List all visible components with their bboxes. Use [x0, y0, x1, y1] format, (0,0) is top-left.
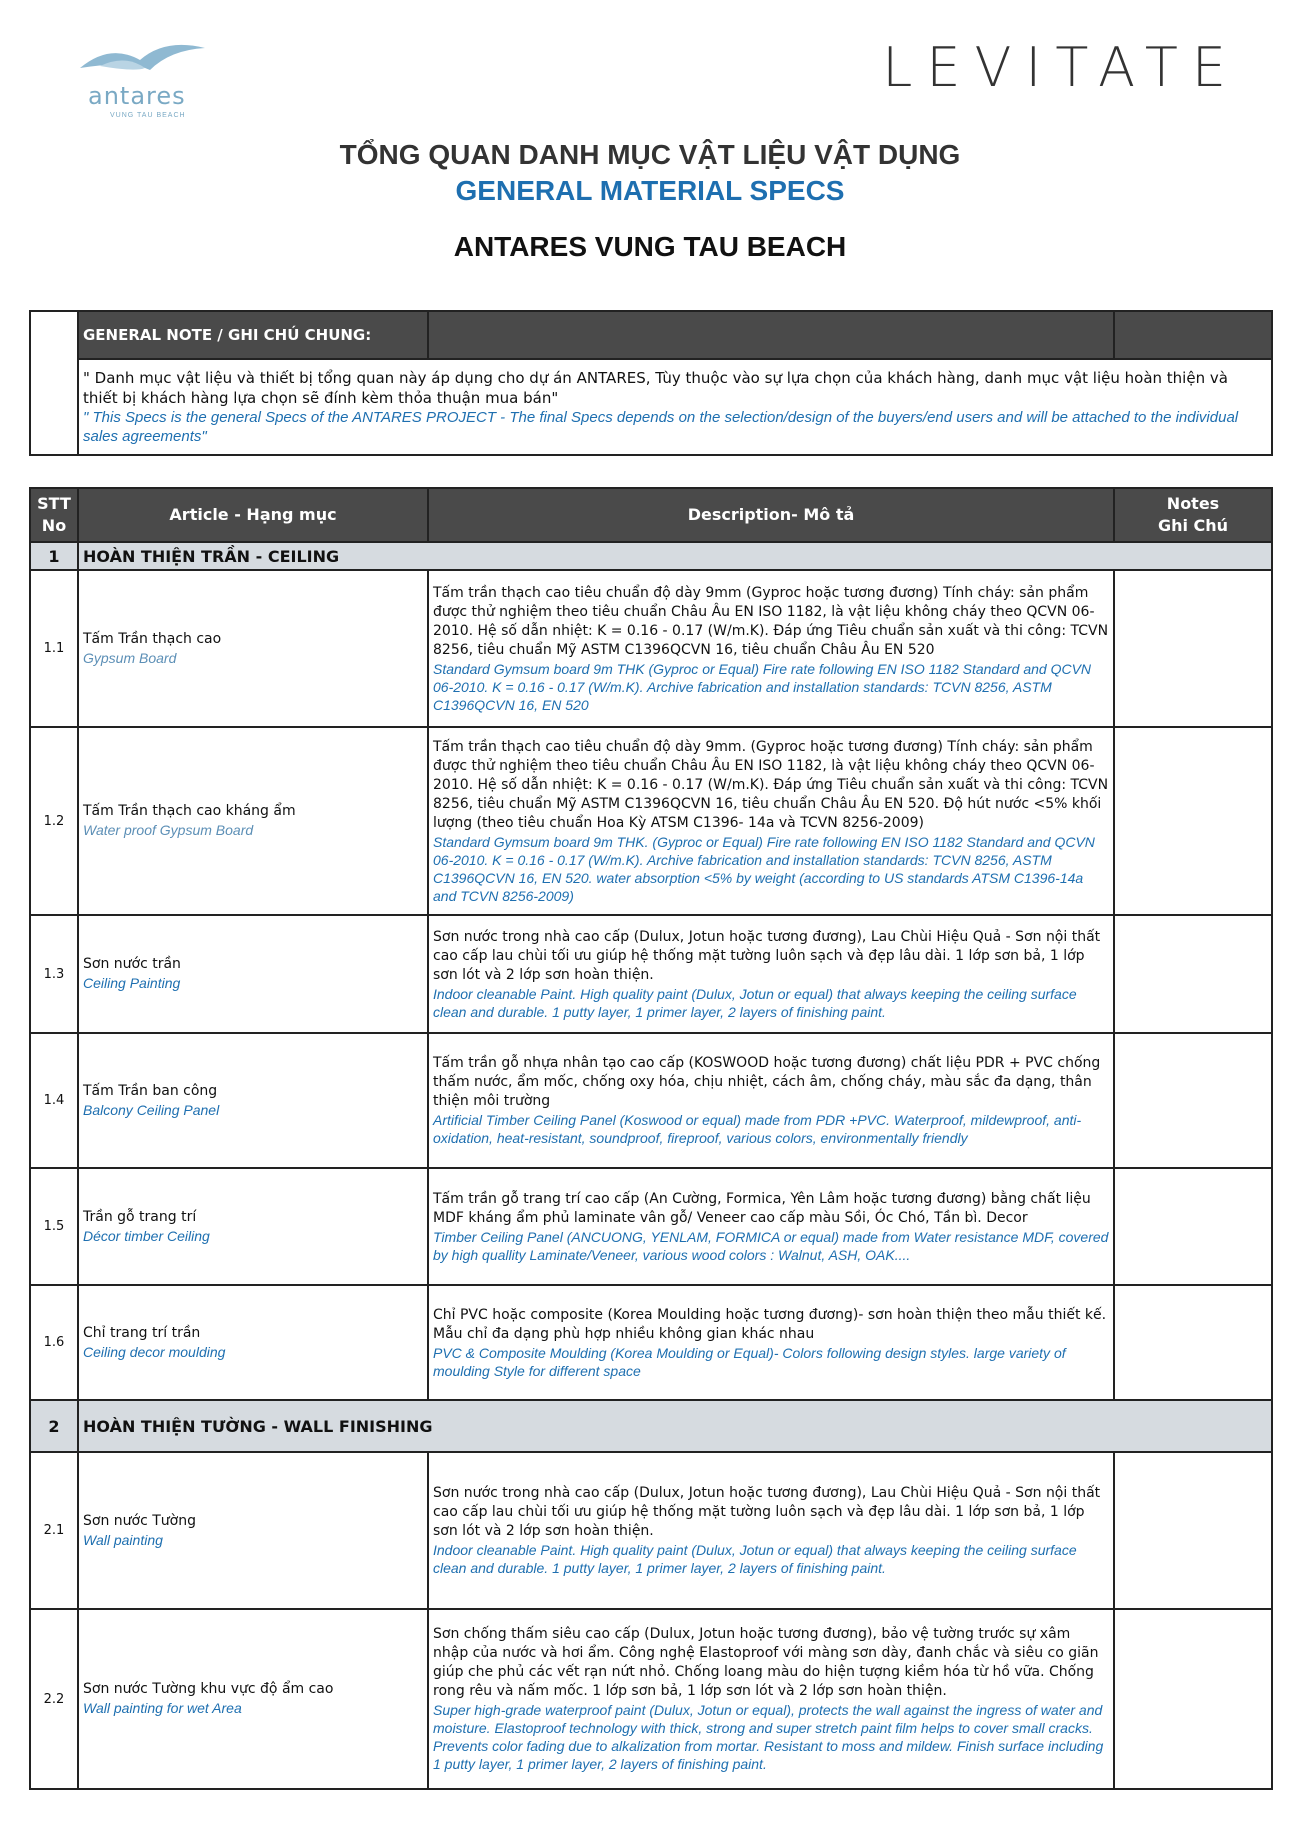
item-description-vn: Sơn nước trong nhà cao cấp (Dulux, Jotun hoặc tương đương), Lau Chùi Hiệu Quả - Sơn nội thất cao cấp lau chùi tối ưu giúp hệ thống mặt tường luôn sạch và đẹp lâu dài. 1 lớp sơn bả, 1 lớp sơn lót và 2 lớp sơn hoàn thiện.	[433, 1485, 1101, 1539]
item-number: 1.4	[30, 1033, 78, 1168]
table-row	[30, 727, 1272, 915]
item-article-vn: Chỉ trang trí trần	[83, 1324, 201, 1341]
item-description-en: Standard Gymsum board 9m THK (Gyproc or Equal) Fire rate following EN ISO 1182 Standard and QCVN 06-2010. K = 0.16 - 0.17 (W/m.K). Archive fabrication and installation standards: TCVN 8256, ASTM C1396QCVN 16, EN 520	[433, 660, 1092, 713]
item-article	[78, 915, 428, 1033]
item-description-vn: Sơn nước trong nhà cao cấp (Dulux, Jotun hoặc tương đương), Lau Chùi Hiệu Quả - Sơn nội thất cao cấp lau chùi tối ưu giúp hệ thống mặt tường luôn sạch và đẹp lâu dài. 1 lớp sơn bả, 1 lớp sơn lót và 2 lớp sơn hoàn thiện.	[433, 928, 1101, 983]
item-description-vn: Sơn chống thấm siêu cao cấp (Dulux, Jotun hoặc tương đương), bảo vệ tường trước sự xâm nhập của nước và hơi ẩm. Công nghệ Elastoproof với màng sơn dày, đanh chắc và siêu co giãn giúp che phủ các vết rạn nứt nhỏ. Chống loang màu do hiện tượng kiềm hóa từ hồ vữa. Chống rong rêu và nấm mốc. 1 lớp sơn bả, 1 lớp sơn lót và 2 lớp sơn hoàn thiện.	[433, 1626, 1099, 1699]
item-article-vn: Trần gỗ trang trí	[83, 1208, 197, 1225]
item-article-vn: Tấm Trần thạch cao	[83, 630, 222, 647]
section-number: 1	[30, 542, 78, 570]
item-description-en: Indoor cleanable Paint. High quality paint (Dulux, Jotun or equal) that always keeping the ceiling surface clean and durable. 1 putty layer, 1 primer layer, 2 layers of finishing paint.	[433, 985, 1077, 1020]
item-description	[428, 1609, 1114, 1789]
item-description	[428, 1033, 1114, 1168]
section-title: HOÀN THIỆN TRẦN - CEILING	[78, 542, 1272, 570]
item-article-en: Gypsum Board	[83, 649, 177, 666]
item-article-vn: Sơn nước trần	[83, 956, 181, 972]
item-article	[78, 727, 428, 915]
note-heading-spacer	[1114, 311, 1272, 359]
item-article	[78, 1168, 428, 1285]
table-row	[30, 570, 1272, 727]
title-vietnamese: TỔNG QUAN DANH MỤC VẬT LIỆU VẬT DỤNG	[339, 139, 961, 170]
item-article-vn: Tấm Trần thạch cao kháng ẩm	[83, 803, 296, 819]
section-row	[30, 542, 1272, 570]
item-description	[428, 570, 1114, 727]
antares-logo	[70, 38, 220, 118]
column-header-notes	[1114, 488, 1272, 542]
item-article-en: Wall painting for wet Area	[83, 1700, 242, 1716]
item-article-en: Décor timber Ceiling	[83, 1227, 210, 1244]
item-description-en: Indoor cleanable Paint. High quality paint (Dulux, Jotun or equal) that always keeping the ceiling surface clean and durable. 1 putty layer, 1 primer layer, 2 layers of finishing paint.	[433, 1542, 1077, 1576]
note-blank-cell	[30, 311, 78, 455]
item-article-en: Ceiling decor moulding	[83, 1343, 226, 1360]
item-description	[428, 1168, 1114, 1285]
item-notes	[1114, 570, 1272, 727]
item-notes	[1114, 1033, 1272, 1168]
item-description	[428, 915, 1114, 1033]
item-notes	[1114, 727, 1272, 915]
item-description-en: Artificial Timber Ceiling Panel (Koswood or equal) made from PDR +PVC. Waterproof, mildewproof, anti-oxidation, heat-resistant, soundproof, fireproof, various colors, environmentally friendly	[433, 1112, 1082, 1146]
item-description-en: Standard Gymsum board 9m THK. (Gyproc or Equal) Fire rate following EN ISO 1182 Standard and QCVN 06-2010. K = 0.16 - 0.17 (W/m.K). Archive fabrication and installation standards: TCVN 8256, ASTM C1396QCVN 16, EN 520. water absorption <5% by weight (according to US standards ATSM C1396-14a and TCVN 8256-2009)	[433, 833, 1095, 904]
item-article	[78, 1452, 428, 1609]
item-notes	[1114, 1609, 1272, 1789]
item-notes	[1114, 1285, 1272, 1400]
item-description	[428, 1285, 1114, 1400]
column-header-no-line2: No	[41, 516, 67, 535]
item-description	[428, 727, 1114, 915]
table-row	[30, 1285, 1272, 1400]
item-article	[78, 1609, 428, 1789]
item-article	[78, 570, 428, 727]
general-note-table	[29, 310, 1273, 456]
general-note-vn: " Danh mục vật liệu và thiết bị tổng quan này áp dụng cho dự án ANTARES, Tùy thuộc vào sự lựa chọn của khách hàng, danh mục vật liệu hoàn thiện và thiết bị khách hàng lựa chọn sẽ đính kèm thỏa thuận mua bán"	[83, 369, 1228, 407]
general-note-en: " This Specs is the general Specs of the ANTARES PROJECT - The final Specs depends on the selection/design of the buyers/end users and will be attached to the individual sales agreements"	[83, 409, 1239, 445]
item-description-vn: Chỉ PVC hoặc composite (Korea Moulding hoặc tương đương)- sơn hoàn thiện theo mẫu thiết kế. Mẫu chỉ đa dạng phù hợp nhiều không gian khác nhau	[433, 1306, 1107, 1342]
item-article-en: Ceiling Painting	[83, 975, 181, 991]
title-english: GENERAL MATERIAL SPECS	[455, 175, 845, 206]
item-number: 1.3	[30, 915, 78, 1033]
table-row	[30, 1033, 1272, 1168]
item-description-en: Super high-grade waterproof paint (Dulux, Jotun or equal), protects the wall against the ingress of water and moisture. Elastoproof technology with thick, strong and super stretch paint film helps to cover small cracks. Prevents color fading due to alkalization from mortar. Resistant to moss and mildew. Finish surface including 1 putty layer, 1 primer layer, 2 layers of finishing paint.	[433, 1702, 1104, 1772]
item-description-vn: Tấm trần gỗ nhựa nhân tạo cao cấp (KOSWOOD hoặc tương đương) chất liệu PDR + PVC chống thấm nước, ẩm mốc, chống oxy hóa, chịu nhiệt, cách âm, chống cháy, màu sắc đa dạng, thân thiện môi trường	[433, 1055, 1101, 1109]
item-number: 1.6	[30, 1285, 78, 1400]
item-article-vn: Tấm Trần ban công	[83, 1082, 218, 1099]
item-notes	[1114, 1452, 1272, 1609]
item-article-vn: Sơn nước Tường khu vực độ ẩm cao	[83, 1681, 334, 1697]
column-header-description: Description- Mô tả	[428, 488, 1114, 542]
item-description-vn: Tấm trần thạch cao tiêu chuẩn độ dày 9mm. (Gyproc hoặc tương đương) Tính cháy: sản phẩm được thử nghiệm theo tiêu chuẩn Châu Âu EN ISO 1182, là vật liệu không cháy theo QCVN 06-2010. Hệ số dẫn nhiệt: K = 0.16 - 0.17 (W/m.K). Đáp ứng Tiêu chuẩn sản xuất và thi công: TCVN 8256, tiêu chuẩn Mỹ ASTM C1396QCVN 16, tiêu chuẩn Châu Âu EN 520. Độ hút nước <5% khối lượng (theo tiêu chuẩn Hoa Kỳ ATSM C1396- 14a và TCVN 8256-2009)	[433, 738, 1109, 831]
item-number: 1.2	[30, 727, 78, 915]
general-note-heading: GENERAL NOTE / GHI CHÚ CHUNG:	[78, 311, 428, 359]
section-number: 2	[30, 1400, 78, 1452]
item-article-en: Wall painting	[83, 1531, 163, 1548]
item-description-vn: Tấm trần thạch cao tiêu chuẩn độ dày 9mm (Gyproc hoặc tương đương) Tính cháy: sản phẩm được thử nghiệm theo tiêu chuẩn Châu Âu EN ISO 1182, là vật liệu không cháy theo QCVN 06-2010. Hệ số dẫn nhiệt: K = 0.16 - 0.17 (W/m.K). Đáp ứng Tiêu chuẩn sản xuất và thi công: TCVN 8256, tiêu chuẩn Mỹ ASTM C1396QCVN 16, tiêu chuẩn Châu Âu EN 520	[433, 584, 1109, 658]
item-article-en: Water proof Gypsum Board	[83, 822, 254, 838]
levitate-logo: LEVITATE	[882, 36, 1240, 99]
seagull-logo-icon	[70, 38, 220, 88]
note-heading-spacer	[428, 311, 1114, 359]
item-article-vn: Sơn nước Tường	[83, 1512, 196, 1529]
column-header-notes-line1: Notes	[1166, 494, 1220, 513]
item-notes	[1114, 915, 1272, 1033]
section-row	[30, 1400, 1272, 1452]
table-header-row	[30, 488, 1272, 542]
antares-brand-text: antares	[88, 82, 186, 110]
item-number: 2.1	[30, 1452, 78, 1609]
item-number: 1.5	[30, 1168, 78, 1285]
item-number: 1.1	[30, 570, 78, 727]
item-article	[78, 1033, 428, 1168]
item-description-vn: Tấm trần gỗ trang trí cao cấp (An Cường, Formica, Yên Lâm hoặc tương đương) bằng chất liệu MDF kháng ẩm phủ laminate vân gỗ/ Veneer cao cấp màu Sồi, Óc Chó, Tần bì. Decor	[433, 1190, 1091, 1226]
general-note-body	[78, 359, 1272, 455]
table-row	[30, 1452, 1272, 1609]
table-row	[30, 915, 1272, 1033]
table-row	[30, 1168, 1272, 1285]
item-article	[78, 1285, 428, 1400]
item-description	[428, 1452, 1114, 1609]
section-title: HOÀN THIỆN TƯỜNG - WALL FINISHING	[78, 1400, 1272, 1452]
item-article-en: Balcony Ceiling Panel	[83, 1101, 220, 1118]
column-header-article: Article - Hạng mục	[78, 488, 428, 542]
item-description-en: Timber Ceiling Panel (ANCUONG, YENLAM, FORMICA or equal) made from Water resistance MDF, covered by high quallity Laminate/Veneer, various wood colors : Walnut, ASH, OAK....	[433, 1228, 1109, 1263]
item-number: 2.2	[30, 1609, 78, 1789]
table-row	[30, 1609, 1272, 1789]
column-header-no	[30, 488, 78, 542]
column-header-no-line1: STT	[37, 494, 71, 513]
material-spec-table	[29, 487, 1273, 1790]
antares-sub-text: VUNG TAU BEACH	[110, 112, 186, 119]
item-notes	[1114, 1168, 1272, 1285]
item-description-en: PVC & Composite Moulding (Korea Moulding or Equal)- Colors following design styles. large variety of moulding Style for different space	[433, 1344, 1066, 1379]
project-title: ANTARES VUNG TAU BEACH	[453, 231, 847, 262]
column-header-notes-line2: Ghi Chú	[1157, 516, 1229, 535]
